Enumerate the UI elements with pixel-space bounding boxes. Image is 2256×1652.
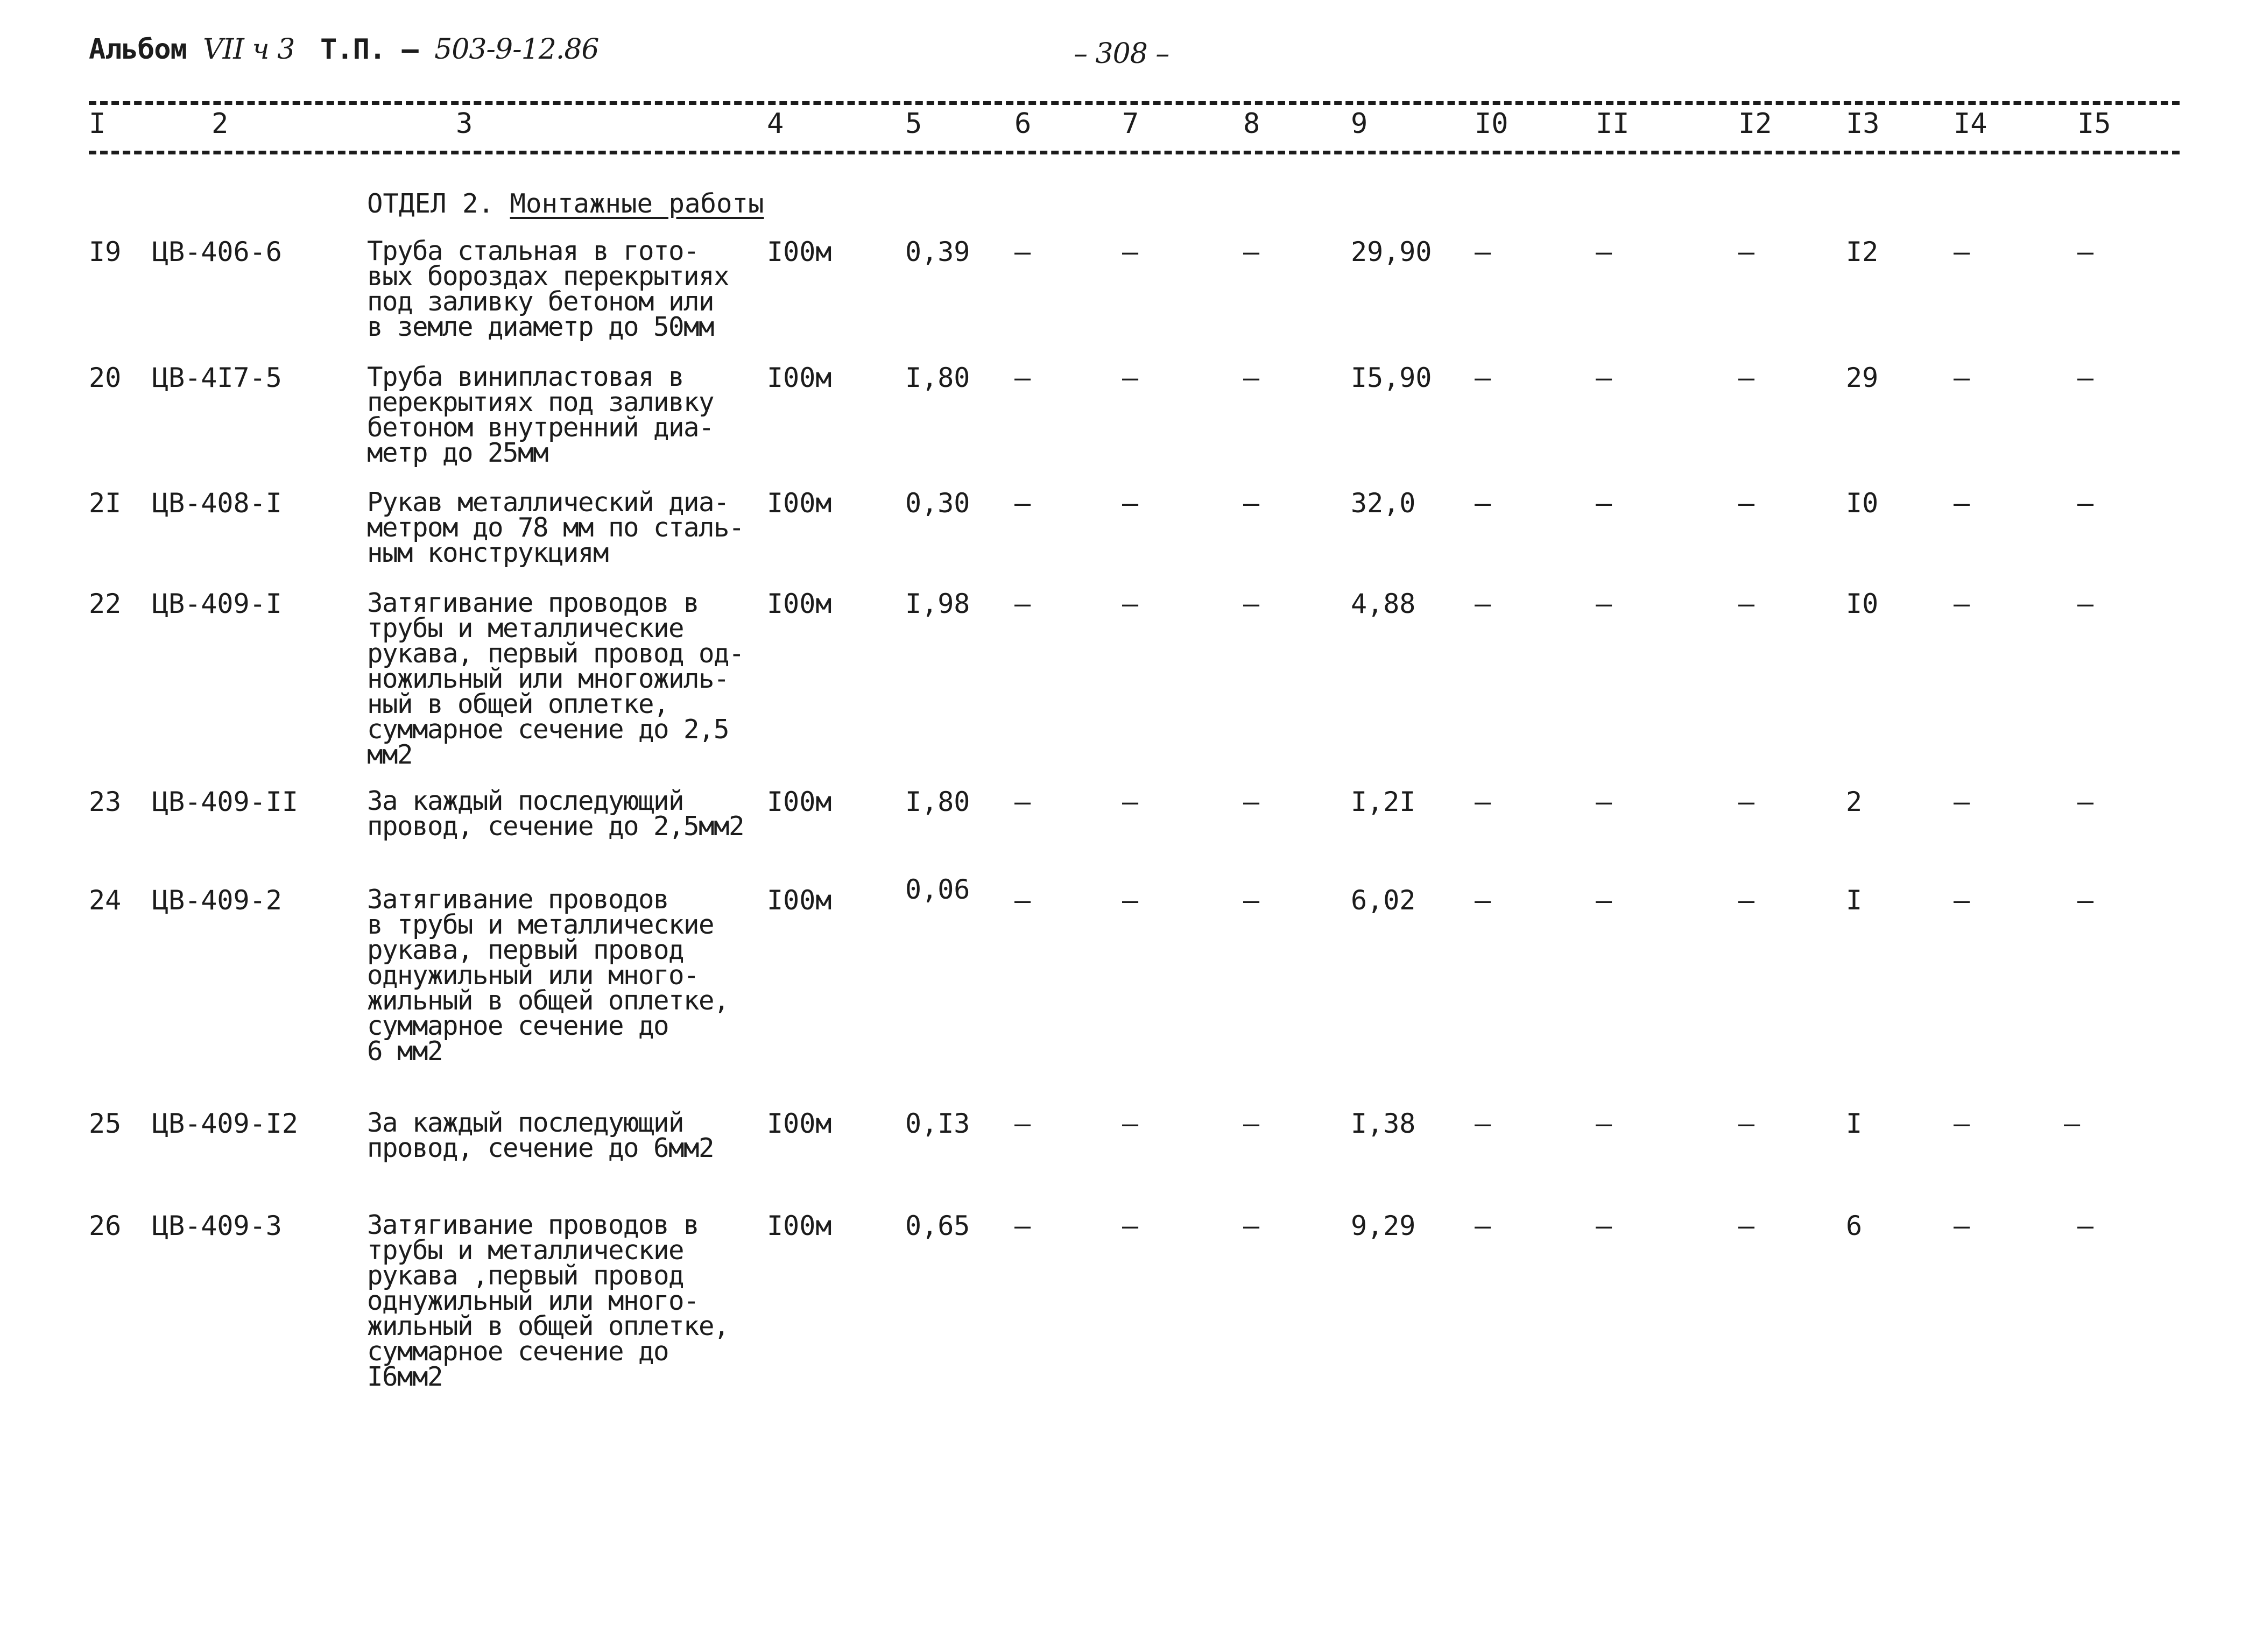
row-col15: – xyxy=(2064,1108,2081,1139)
row-col9: I5,90 xyxy=(1351,362,1432,393)
tp-label xyxy=(320,33,599,66)
col-header-15: I5 xyxy=(2077,108,2111,140)
col-header-7: 7 xyxy=(1122,108,1139,140)
row-col15: – xyxy=(2077,362,2094,393)
row-col6: – xyxy=(1014,588,1031,619)
row-col5: 0,06 xyxy=(905,874,970,905)
section-prefix: ОТДЕЛ 2. xyxy=(367,188,495,219)
col-header-10: I0 xyxy=(1475,108,1508,140)
row-col12: – xyxy=(1738,588,1755,619)
row-description: Затягивание проводов в трубы и металлические рукава ,первый провод однужильный или много- жильный в общей оплетке, суммарное сечение до I6мм2 xyxy=(367,1210,729,1392)
row-col9: 29,90 xyxy=(1351,236,1432,267)
row-col5: 0,65 xyxy=(905,1210,970,1241)
row-col13: 6 xyxy=(1846,1210,1863,1241)
row-number: 2I xyxy=(89,488,122,519)
row-col7: – xyxy=(1122,588,1139,619)
row-col15: – xyxy=(2077,488,2094,519)
row-col7: – xyxy=(1122,1108,1139,1139)
row-col6: – xyxy=(1014,362,1031,393)
row-col6: – xyxy=(1014,786,1031,817)
row-number: 20 xyxy=(89,362,122,393)
row-col14: – xyxy=(1954,786,1970,817)
row-col6: – xyxy=(1014,1108,1031,1139)
row-col12: – xyxy=(1738,488,1755,519)
row-col10: – xyxy=(1475,488,1491,519)
section-title xyxy=(367,188,764,219)
row-col11: – xyxy=(1596,1210,1612,1241)
row-col12: – xyxy=(1738,1108,1755,1139)
header-rule-top xyxy=(89,101,2180,105)
row-code: ЦВ-4I7-5 xyxy=(152,362,282,393)
row-col13: 29 xyxy=(1846,362,1879,393)
row-col13: I xyxy=(1846,885,1863,916)
row-col11: – xyxy=(1596,362,1612,393)
album-word: Альбом xyxy=(89,33,187,66)
row-number: 22 xyxy=(89,588,122,619)
row-col8: – xyxy=(1243,362,1260,393)
header-rule-bottom xyxy=(89,151,2180,154)
row-col5: I,80 xyxy=(905,786,970,817)
row-col13: I0 xyxy=(1846,588,1879,619)
row-col7: – xyxy=(1122,885,1139,916)
row-unit: I00м xyxy=(767,1210,832,1241)
col-header-4: 4 xyxy=(767,108,784,140)
row-col15: – xyxy=(2077,1210,2094,1241)
row-col9: 6,02 xyxy=(1351,885,1416,916)
row-description: Затягивание проводов в трубы и металлические рукава, первый провод однужильный или много- жильный в общей оплетке, суммарное сечение до 6 мм2 xyxy=(367,884,729,1067)
row-col10: – xyxy=(1475,588,1491,619)
row-col7: – xyxy=(1122,488,1139,519)
row-description: За каждый последующий провод, сечение до 6мм2 xyxy=(367,1107,714,1163)
row-description: За каждый последующий провод, сечение до 2,5мм2 xyxy=(367,786,744,842)
row-col10: – xyxy=(1475,362,1491,393)
col-header-13: I3 xyxy=(1846,108,1880,140)
row-col11: – xyxy=(1596,786,1612,817)
row-col8: – xyxy=(1243,236,1260,267)
row-col10: – xyxy=(1475,1210,1491,1241)
row-col6: – xyxy=(1014,885,1031,916)
row-col10: – xyxy=(1475,1108,1491,1139)
row-col12: – xyxy=(1738,786,1755,817)
row-col12: – xyxy=(1738,236,1755,267)
row-col8: – xyxy=(1243,885,1260,916)
row-unit: I00м xyxy=(767,588,832,619)
row-col10: – xyxy=(1475,236,1491,267)
row-col5: I,98 xyxy=(905,588,970,619)
row-col8: – xyxy=(1243,1108,1260,1139)
album-volume: VII ч 3 xyxy=(203,33,295,66)
row-col14: – xyxy=(1954,236,1970,267)
row-number: 26 xyxy=(89,1210,122,1241)
row-col13: 2 xyxy=(1846,786,1863,817)
row-col8: – xyxy=(1243,488,1260,519)
row-code: ЦВ-409-2 xyxy=(152,885,282,916)
tp-prefix: Т.П. – xyxy=(320,33,418,66)
row-unit: I00м xyxy=(767,786,832,817)
row-col15: – xyxy=(2077,588,2094,619)
row-unit: I00м xyxy=(767,362,832,393)
row-description: Труба стальная в гото- вых бороздах перекрытиях под заливку бетоном или в земле диаметр до 50мм xyxy=(367,236,729,342)
row-unit: I00м xyxy=(767,236,832,267)
row-col5: 0,I3 xyxy=(905,1108,970,1139)
row-col8: – xyxy=(1243,588,1260,619)
col-header-6: 6 xyxy=(1014,108,1032,140)
row-code: ЦВ-409-3 xyxy=(152,1210,282,1241)
row-col8: – xyxy=(1243,1210,1260,1241)
tp-number: 503-9-12.86 xyxy=(434,33,599,66)
row-col14: – xyxy=(1954,1210,1970,1241)
col-header-1: I xyxy=(89,108,106,140)
row-unit: I00м xyxy=(767,488,832,519)
row-col15: – xyxy=(2077,236,2094,267)
row-col12: – xyxy=(1738,885,1755,916)
row-col9: 9,29 xyxy=(1351,1210,1416,1241)
row-col5: 0,30 xyxy=(905,488,970,519)
row-col9: I,38 xyxy=(1351,1108,1416,1139)
page-number: – 308 – xyxy=(1074,38,1169,70)
row-col14: – xyxy=(1954,362,1970,393)
col-header-5: 5 xyxy=(905,108,922,140)
section-name: Монтажные работы xyxy=(510,188,764,219)
row-col11: – xyxy=(1596,488,1612,519)
row-col13: I2 xyxy=(1846,236,1879,267)
col-header-14: I4 xyxy=(1954,108,1987,140)
row-number: 25 xyxy=(89,1108,122,1139)
col-header-11: II xyxy=(1596,108,1630,140)
col-header-8: 8 xyxy=(1243,108,1260,140)
row-unit: I00м xyxy=(767,885,832,916)
row-col6: – xyxy=(1014,1210,1031,1241)
row-unit: I00м xyxy=(767,1108,832,1139)
row-col14: – xyxy=(1954,1108,1970,1139)
album-label xyxy=(89,33,294,66)
row-description: Труба винипластовая в перекрытиях под заливку бетоном внутренний диа- метр до 25мм xyxy=(367,362,714,468)
row-number: I9 xyxy=(89,236,122,267)
row-col9: I,2I xyxy=(1351,786,1416,817)
row-col5: I,80 xyxy=(905,362,970,393)
row-description: Затягивание проводов в трубы и металлические рукава, первый провод од- ножильный или многожиль- ный в общей оплетке, суммарное сечение до 2,5 мм2 xyxy=(367,588,744,770)
row-col6: – xyxy=(1014,236,1031,267)
row-col11: – xyxy=(1596,588,1612,619)
row-col15: – xyxy=(2077,786,2094,817)
row-col15: – xyxy=(2077,885,2094,916)
col-header-3: 3 xyxy=(456,108,473,140)
row-col9: 32,0 xyxy=(1351,488,1416,519)
col-header-12: I2 xyxy=(1738,108,1772,140)
row-col7: – xyxy=(1122,786,1139,817)
row-code: ЦВ-409-II xyxy=(152,786,298,817)
row-col13: I xyxy=(1846,1108,1863,1139)
row-code: ЦВ-409-I2 xyxy=(152,1108,298,1139)
col-header-2: 2 xyxy=(211,108,229,140)
row-col7: – xyxy=(1122,362,1139,393)
row-code: ЦВ-408-I xyxy=(152,488,282,519)
col-header-9: 9 xyxy=(1351,108,1368,140)
row-col14: – xyxy=(1954,588,1970,619)
row-col10: – xyxy=(1475,786,1491,817)
row-col12: – xyxy=(1738,362,1755,393)
row-col7: – xyxy=(1122,236,1139,267)
row-code: ЦВ-406-6 xyxy=(152,236,282,267)
row-col12: – xyxy=(1738,1210,1755,1241)
row-col10: – xyxy=(1475,885,1491,916)
row-code: ЦВ-409-I xyxy=(152,588,282,619)
row-col8: – xyxy=(1243,786,1260,817)
row-col14: – xyxy=(1954,885,1970,916)
row-col11: – xyxy=(1596,236,1612,267)
row-col13: I0 xyxy=(1846,488,1879,519)
row-col14: – xyxy=(1954,488,1970,519)
row-number: 24 xyxy=(89,885,122,916)
row-col11: – xyxy=(1596,885,1612,916)
row-col5: 0,39 xyxy=(905,236,970,267)
row-col7: – xyxy=(1122,1210,1139,1241)
row-col11: – xyxy=(1596,1108,1612,1139)
row-col6: – xyxy=(1014,488,1031,519)
row-number: 23 xyxy=(89,786,122,817)
row-description: Рукав металлический диа- метром до 78 мм по сталь- ным конструкциям xyxy=(367,487,744,568)
row-col9: 4,88 xyxy=(1351,588,1416,619)
